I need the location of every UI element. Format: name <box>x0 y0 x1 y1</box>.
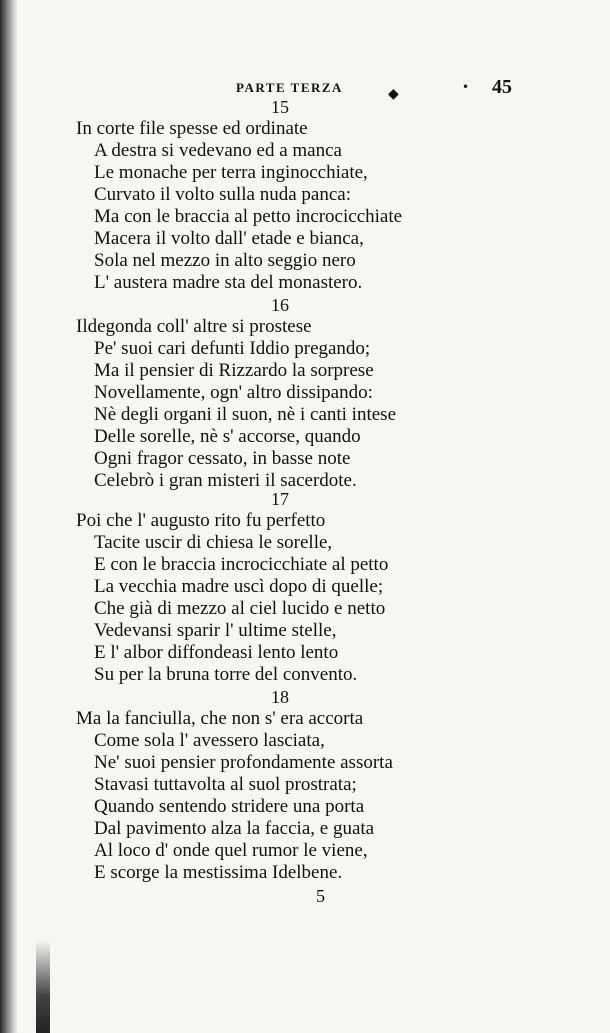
book-spine-shadow <box>0 0 18 1033</box>
verse-line: Celebrò i gran misteri il sacerdote. <box>94 470 357 491</box>
stanza-number: 16 <box>271 295 289 315</box>
verse-line: Ma con le braccia al petto incrocicchiate <box>94 206 403 227</box>
verse-line: Poi che l' augusto rito fu perfetto <box>76 510 326 531</box>
verse-line: Ne' suoi pensier profondamente assorta <box>94 752 393 773</box>
verse-line: Pe' suoi cari defunti Iddio pregando; <box>94 338 371 359</box>
verse-line: L' austera madre sta del monastero. <box>94 272 363 293</box>
verse-line: Novellamente, ogn' altro dissipando: <box>94 382 373 403</box>
verse-line: In corte file spesse ed ordinate <box>76 118 308 139</box>
signature-mark: 5 <box>316 886 325 906</box>
verse-line: Macera il volto dall' etade e bianca, <box>94 228 364 249</box>
stanza-number: 17 <box>271 489 289 509</box>
verse-line: A destra si vedevano ed a manca <box>94 140 342 161</box>
verse-line: Ma la fanciulla, che non s' era accorta <box>76 708 364 729</box>
verse-line: Quando sentendo stridere una porta <box>94 796 365 817</box>
verse-line: Ma il pensier di Rizzardo la sorprese <box>94 360 374 381</box>
stanza-number: 18 <box>271 687 289 707</box>
verse-line: Ildegonda coll' altre si prostese <box>76 316 312 337</box>
verse-line: Su per la bruna torre del convento. <box>94 664 358 685</box>
verse-line: Le monache per terra inginocchiate, <box>94 162 368 183</box>
verse-line: Curvato il volto sulla nuda panca: <box>94 184 351 205</box>
verse-line: E scorge la mestissima Idelbene. <box>94 862 343 883</box>
verse-line: Dal pavimento alza la faccia, e guata <box>94 818 375 839</box>
ornament-icon: ◆ <box>388 86 399 102</box>
verse-line: Come sola l' avessero lasciata, <box>94 730 325 751</box>
page-number: 45 <box>492 76 512 98</box>
page-edge-shadow <box>36 940 50 1033</box>
running-title: PARTE TERZA <box>236 80 343 95</box>
verse-line: Sola nel mezzo in alto seggio nero <box>94 250 356 271</box>
stanza-number: 15 <box>271 97 289 117</box>
verse-line: Ogni fragor cessato, in basse note <box>94 448 351 469</box>
verse-line: E con le braccia incrocicchiate al petto <box>94 554 389 575</box>
verse-line: Delle sorelle, nè s' accorse, quando <box>94 426 361 447</box>
verse-line: Che già di mezzo al ciel lucido e netto <box>94 598 386 619</box>
verse-line: E l' albor diffondeasi lento lento <box>94 642 339 663</box>
verse-line: Vedevansi sparir l' ultime stelle, <box>94 620 337 641</box>
verse-line: Nè degli organi il suon, nè i canti intese <box>94 404 396 425</box>
verse-line: Al loco d' onde quel rumor le viene, <box>94 840 368 861</box>
verse-line: Tacite uscir di chiesa le sorelle, <box>94 532 333 553</box>
verse-line: La vecchia madre uscì dopo di quelle; <box>94 576 384 597</box>
dot-mark: • <box>462 80 470 94</box>
verse-line: Stavasi tuttavolta al suol prostrata; <box>94 774 357 795</box>
